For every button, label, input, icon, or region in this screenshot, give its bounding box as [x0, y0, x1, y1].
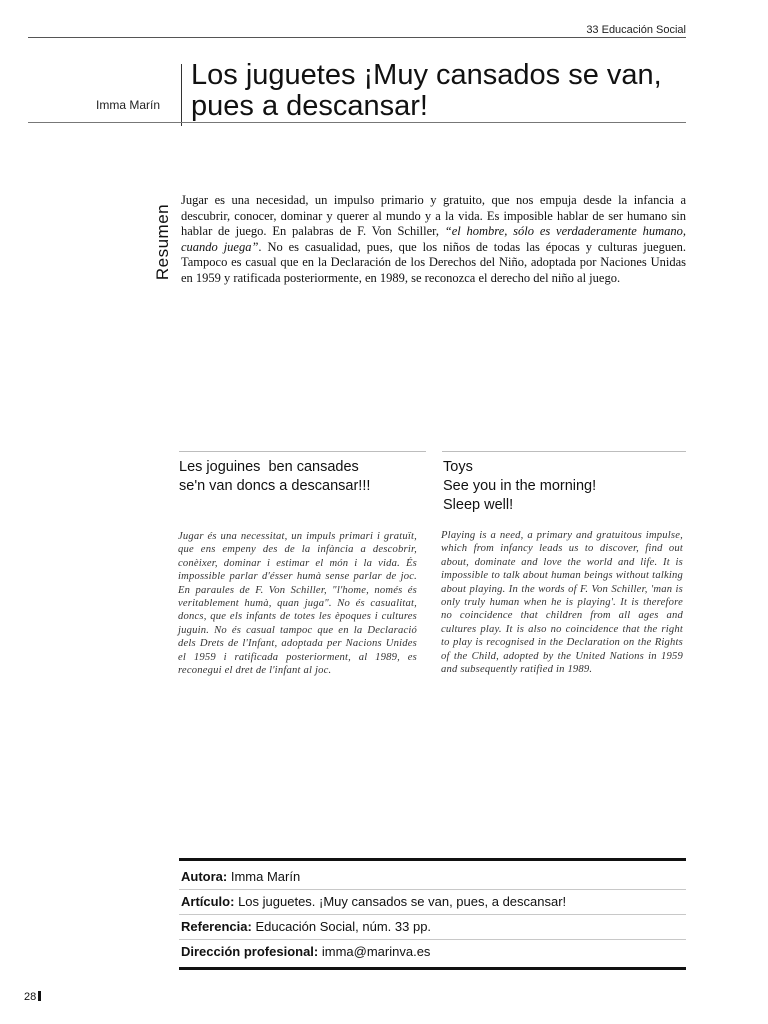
- english-title: [443, 458, 687, 515]
- info-separator: [179, 914, 686, 915]
- page-number-bar: [38, 991, 41, 1001]
- abstract-quote: “el hombre, sólo es verdaderamente humano, cuando juega”: [181, 224, 686, 254]
- abstract-label: [154, 196, 172, 288]
- info-referencia: [181, 919, 431, 934]
- title-divider: [181, 64, 182, 126]
- abstract-text: [181, 193, 686, 287]
- article-title-line-1: Los juguetes ¡Muy cansados se van,: [191, 59, 662, 91]
- abstract-text-part-2: . No es casualidad, pues, que los niños de todas las épocas y culturas jueguen. Tampoco es casual que en la Declaración de los Derechos del Niño, adoptada por Naciones Unidas en 1959 y ratificada posteriormente, en 1989, se reconozca el derecho del niño al juego.: [181, 239, 686, 285]
- catalan-title-line-2: se'n van doncs a descansar!!!: [179, 478, 371, 494]
- info-direccion-email[interactable]: imma@marinva.es: [321, 944, 431, 959]
- english-title-line-1: Toys: [443, 459, 473, 475]
- catalan-abstract: Jugar és una necessitat, un impuls primari i gratuït, que ens empeny des de la infància a descobrir, conèixer, dominar i estimar el món i la vida. És impossible parlar d'ésser humà sense parlar de joc. En paraules de F. Von Schiller, "l'home, només és veritablement humà, quan juga". No és casualitat, doncs, que els infants de totes les èpoques i cultures juguin. No és casual tampoc que en la Declaració dels Drets de l'Infant, adoptada per Nacions Unides el 1959 i ratificada posteriorment, al 1989, es reconegui el dret de l'infant al joc.: [178, 531, 417, 677]
- info-autora-value: Imma Marín: [230, 869, 301, 884]
- info-articulo-label: Artículo:: [181, 894, 235, 909]
- article-title: [191, 60, 691, 122]
- article-title-line-2: pues a descansar!: [191, 90, 428, 122]
- catalan-title-line-1: Les joguines ben cansades: [179, 459, 359, 475]
- title-rule: [28, 122, 686, 123]
- author-name: Imma Marín: [96, 98, 161, 112]
- info-referencia-value: Educación Social, núm. 33 pp.: [255, 919, 432, 934]
- english-title-line-2: See you in the morning!: [443, 478, 597, 494]
- english-column-rule: [442, 451, 686, 452]
- english-abstract: Playing is a need, a primary and gratuitous impulse, which from infancy leads us to discover, find out about, dominate and love the world and life. It is impossible to talk about human beings without talking about playing. In the words of F. Von Schiller, 'man is only truly human when he is playing'. It is therefore no coincidence that children from all ages and cultures play. It is also no coincidence that the right to play is recognised in the Declaration on the Rights of the Child, adopted by the United Nations in 1959 and subsequently ratified in 1989.: [441, 530, 683, 676]
- catalan-column-rule: [179, 451, 426, 452]
- page-number-text: 28: [24, 991, 37, 1003]
- journal-header: 33 Educación Social: [586, 24, 686, 36]
- abstract-text-part-1: Jugar es una necesidad, un impulso primario y gratuito, que nos empuja desde la infancia a descubrir, conocer, dominar y querer al mundo y a la vida. Es imposible hablar de ser humano sin hablar de juego. En palabras de F. Von Schiller,: [181, 193, 686, 239]
- info-separator: [179, 889, 686, 890]
- info-box-top-rule: [179, 858, 686, 861]
- catalan-title: [179, 458, 429, 496]
- info-direccion: [181, 944, 430, 959]
- page-number: [24, 991, 41, 1003]
- abstract-label-text: Resumen: [153, 203, 173, 281]
- info-referencia-label: Referencia:: [181, 919, 252, 934]
- english-title-line-3: Sleep well!: [443, 497, 514, 513]
- info-autora-label: Autora:: [181, 869, 228, 884]
- info-articulo-value: Los juguetes. ¡Muy cansados se van, pues, a descansar!: [238, 894, 567, 909]
- info-direccion-label: Dirección profesional:: [181, 944, 319, 959]
- info-autora: [181, 869, 300, 884]
- header-rule: [28, 37, 686, 38]
- info-separator: [179, 939, 686, 940]
- info-box-bottom-rule: [179, 967, 686, 970]
- info-articulo: [181, 894, 566, 909]
